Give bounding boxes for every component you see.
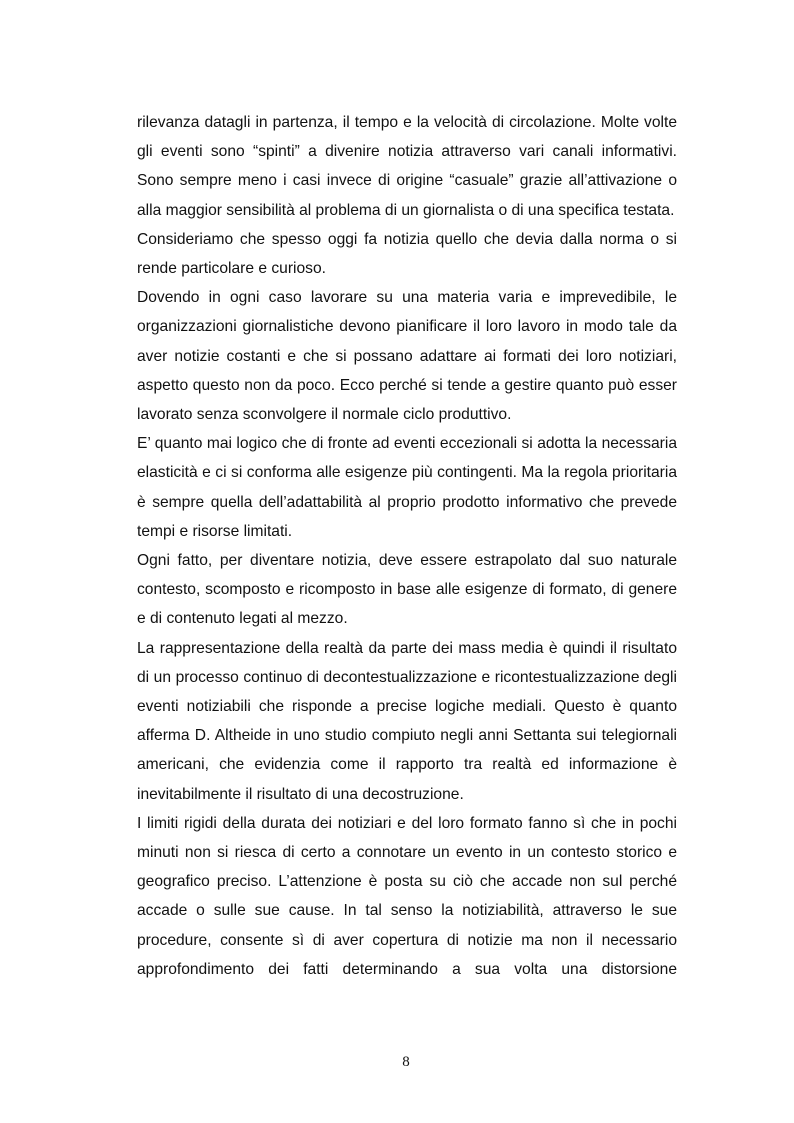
page-number: 8 bbox=[402, 1054, 410, 1070]
paragraph-6: La rappresentazione della realtà da parte dei mass media è quindi il risultato di un processo continuo di decontestualizzazione e ricontestualizzazione degli eventi notiziabili che risponde a precise logiche mediali. Questo è quanto afferma D. Altheide in uno studio compiuto negli anni Settanta sui telegiornali americani, che evidenzia come il rapporto tra realtà ed informazione è inevitabilmente il risultato di una decostruzione. bbox=[137, 639, 677, 803]
paragraph-7: I limiti rigidi della durata dei notiziari e del loro formato fanno sì che in pochi minuti non si riesca di certo a connotare un evento in un contesto storico e geografico preciso. L’attenzione è posta su ciò che accade non sul perché accade o sulle sue cause. In tal senso la notiziabilità, attraverso le sue procedure, consente sì di aver copertura di notizie ma non il necessario approfondimento dei fatti determinando a sua volta una distorsione bbox=[137, 814, 677, 978]
body-text bbox=[137, 108, 677, 984]
paragraph-2: Consideriamo che spesso oggi fa notizia quello che devia dalla norma o si rende particolare e curioso. bbox=[137, 230, 677, 278]
paragraph-5: Ogni fatto, per diventare notizia, deve essere estrapolato dal suo naturale contesto, scomposto e ricomposto in base alle esigenze di formato, di genere e di contenuto legati al mezzo. bbox=[137, 552, 677, 628]
paragraph-4: E’ quanto mai logico che di fronte ad eventi eccezionali si adotta la necessaria elasticità e ci si conforma alle esigenze più contingenti. Ma la regola prioritaria è sempre quella dell’adattabilità al proprio prodotto informativo che prevede tempi e risorse limitati. bbox=[137, 435, 677, 540]
paragraph-1: rilevanza datagli in partenza, il tempo e la velocità di circolazione. Molte volte gli eventi sono “spinti” a divenire notizia attraverso vari canali informativi. Sono sempre meno i casi invece di origine “casuale” grazie all’attivazione o alla maggior sensibilità al problema di un giornalista o di una specifica testata. bbox=[137, 114, 677, 219]
paragraph-3: Dovendo in ogni caso lavorare su una materia varia e imprevedibile, le organizzazioni giornalistiche devono pianificare il loro lavoro in modo tale da aver notizie costanti e che si possano adattare ai formati dei loro notiziari, aspetto questo non da poco. Ecco perché si tende a gestire quanto può esser lavorato senza sconvolgere il normale ciclo produttivo. bbox=[137, 289, 677, 424]
